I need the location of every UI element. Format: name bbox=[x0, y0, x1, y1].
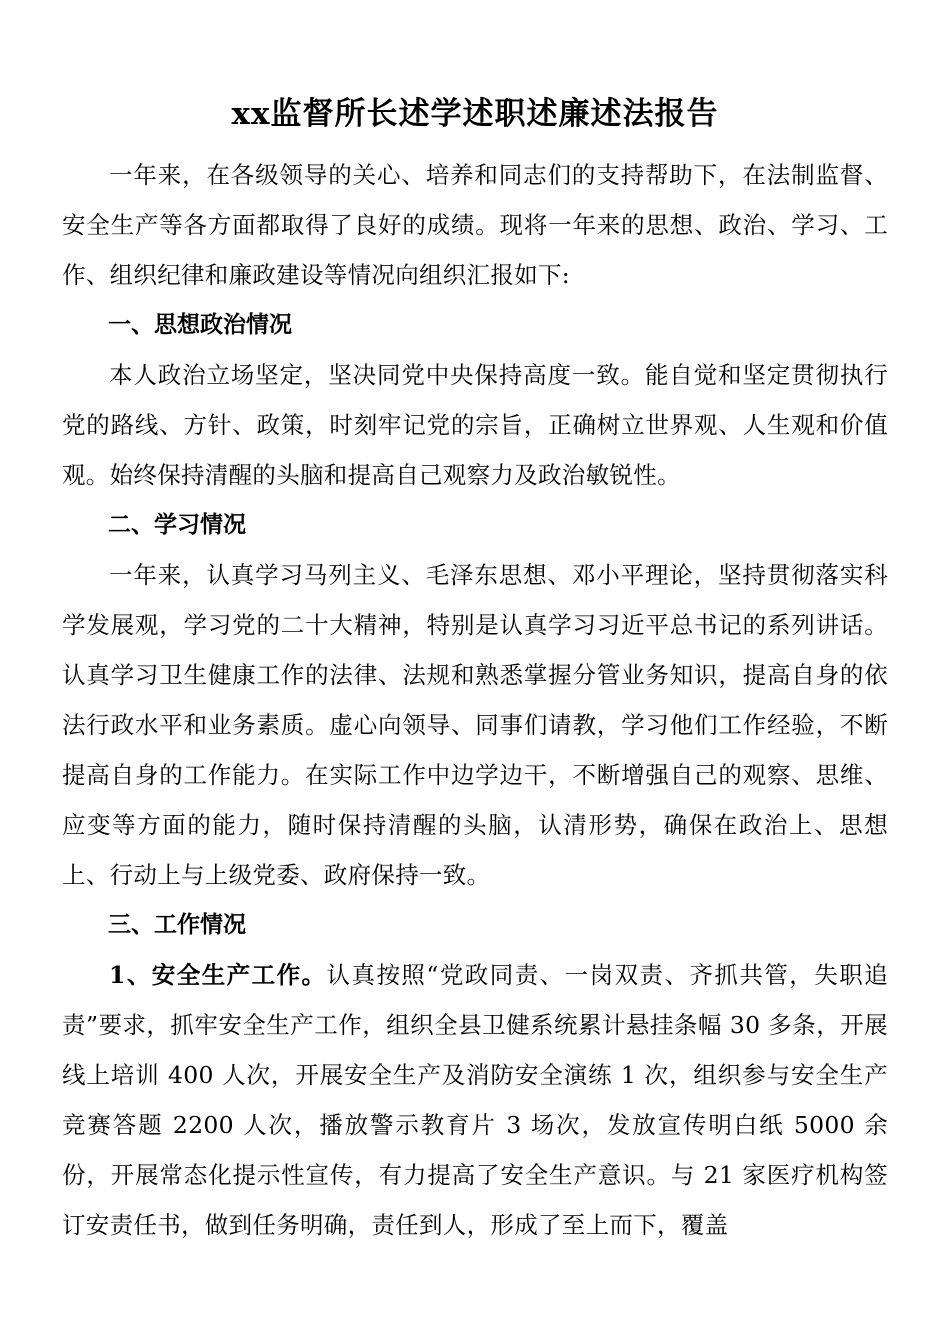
section-body-ideology: 本人政治立场坚定，坚决同党中央保持高度一致。能自觉和坚定贯彻执行党的路线、方针、政策，时刻牢记党的宗旨，正确树立世界观、人生观和价值观。始终保持清醒的头脑和提高自己观察力及政治敏锐性。 bbox=[62, 361, 888, 489]
section-body-study: 一年来，认真学习马列主义、毛泽东思想、邓小平理论，坚持贯彻落实科学发展观，学习党的二十大精神，特别是认真学习习近平总书记的系列讲话。认真学习卫生健康工作的法律、法规和熟悉掌握分管业务知识，提高自身的依法行政水平和业务素质。虚心向领导、同事们请教，学习他们工作经验，不断提高自身的工作能力。在实际工作中边学边干，不断增强自己的观察、思维、应变等方面的能力，随时保持清醒的头脑，认清形势，确保在政治上、思想上、行动上与上级党委、政府保持一致。 bbox=[62, 561, 888, 889]
document-title: xx监督所长述学述职述廉述法报告 bbox=[231, 96, 719, 132]
section-heading-study: 二、学习情况 bbox=[108, 512, 246, 538]
intro-paragraph: 一年来，在各级领导的关心、培养和同志们的支持帮助下，在法制监督、安全生产等各方面都取得了良好的成绩。现将一年来的思想、政治、学习、工作、组织纪律和廉政建设等情况向组织汇报如下: bbox=[62, 161, 888, 289]
work-item-safety-body: 认真按照“党政同责、一岗双责、齐抓共管，失职追责”要求，抓牢安全生产工作，组织全县卫健系统累计悬挂条幅 30 多条，开展线上培训 400 人次，开展安全生产及消防安全演练 1 次，组织参与安全生产竞赛答题 2200 人次，播放警示教育片 3 场次，发放宣传明白纸 5000 余份，开展常态化提示性宣传，有力提高了安全生产意识。与 21 家医疗机构签订安责任书，做到任务明确，责任到人，形成了至上而下，覆盖 bbox=[62, 961, 888, 1239]
work-item-safety-paragraph bbox=[62, 950, 888, 1250]
section-heading-ideology: 一、思想政治情况 bbox=[108, 312, 292, 338]
work-item-safety-lead: 1、安全生产工作。 bbox=[109, 961, 327, 989]
section-heading-work: 三、工作情况 bbox=[108, 912, 246, 938]
